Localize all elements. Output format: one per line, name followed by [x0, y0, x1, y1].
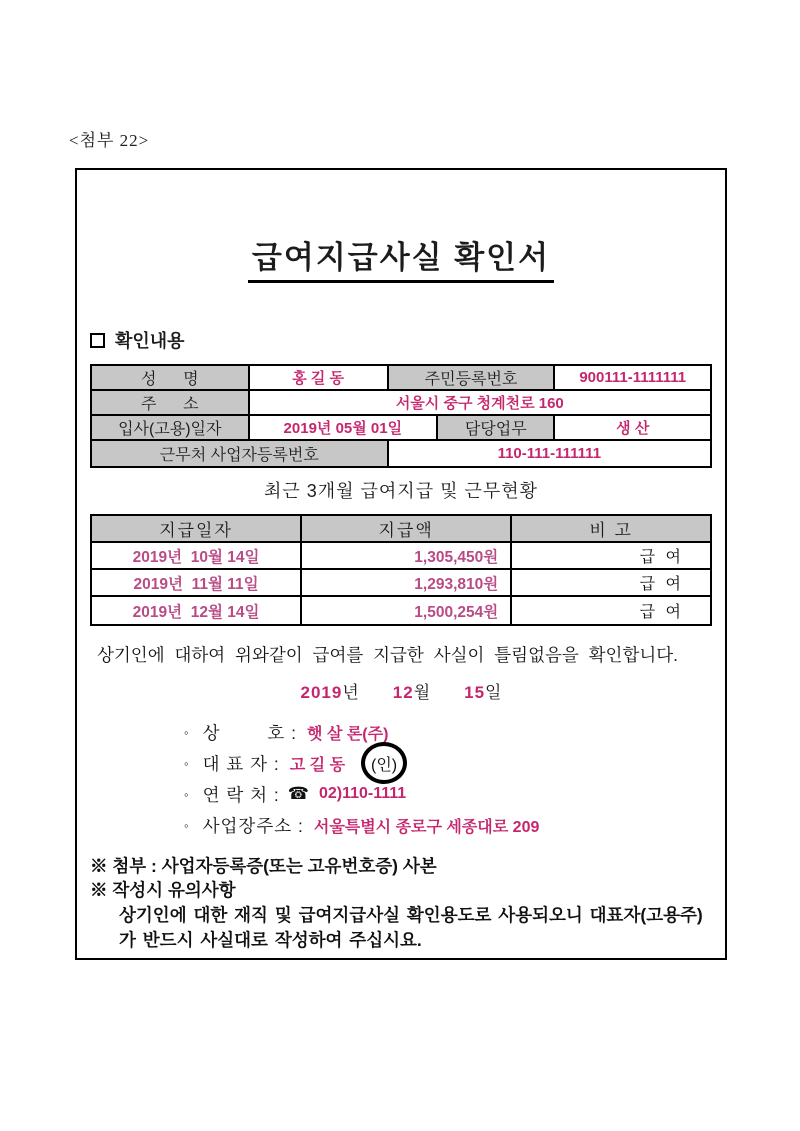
payment-amount: 1,500,254원	[302, 597, 512, 624]
date-day-unit: 일	[485, 682, 502, 702]
contact-value: 02)110-1111	[318, 785, 407, 802]
table-row	[92, 416, 710, 441]
payment-amount: 1,293,810원	[302, 570, 512, 595]
biz-reg-value-cell: 110-111-111111	[497, 445, 602, 462]
company-line	[184, 717, 712, 748]
company-label: 상 호 :	[202, 722, 298, 743]
attachment-note: ※ 첨부 : 사업자등록증(또는 고유번호증) 사본	[90, 855, 437, 876]
bullet-icon: ◦	[184, 724, 189, 740]
business-address-value: 서울특별시 종로구 세종대로 209	[313, 818, 540, 836]
address-value-cell: 서울시 중구 청계천로 160	[395, 395, 564, 412]
attachment-label: <첨부 22>	[69, 131, 150, 150]
payment-note: 급 여	[639, 576, 684, 593]
confirmation-paragraph: 상기인에 대하여 위와같이 급여를 지급한 사실이 틀림없음을 확인합니다.	[97, 645, 679, 665]
payment-row	[92, 570, 710, 597]
biz-reg-label-cell: 근무처 사업자등록번호	[92, 441, 389, 466]
footer-notes	[90, 854, 712, 953]
payment-header-date: 지급일자	[92, 516, 302, 541]
bullet-icon: ◦	[184, 817, 189, 833]
seal-stamp-circle: (인)	[361, 742, 407, 784]
duty-value-cell: 생 산	[616, 420, 650, 437]
payment-table	[90, 514, 712, 626]
representative-line	[184, 748, 712, 779]
payment-header-amount: 지급액	[302, 516, 512, 541]
payment-row	[92, 543, 710, 570]
date-month: 12	[392, 682, 414, 702]
document-title: 급여지급사실 확인서	[248, 232, 554, 283]
representative-label: 대 표 자 :	[202, 753, 280, 774]
payment-note: 급 여	[639, 549, 684, 566]
payment-note: 급 여	[639, 604, 684, 621]
business-address-label: 사업장주소 :	[202, 815, 304, 836]
section-header	[90, 327, 712, 353]
contact-label: 연 락 처 :	[202, 784, 280, 805]
table-row	[92, 366, 710, 391]
contact-line	[184, 779, 712, 810]
payment-header-note: 비 고	[512, 516, 710, 541]
hire-date-label-cell: 입사(고용)일자	[92, 416, 250, 439]
name-value-cell: 홍 길 동	[250, 366, 389, 389]
rrn-label-cell: 주민등록번호	[389, 366, 556, 389]
payment-date: 2019년 12월 14일	[92, 597, 302, 624]
table-row	[92, 391, 710, 416]
date-year-unit: 년	[342, 682, 359, 702]
bullet-icon: ◦	[184, 786, 189, 802]
date-day: 15	[464, 682, 486, 702]
document-border-box	[75, 168, 727, 960]
caution-body: 상기인에 대한 재직 및 급여지급사실 확인용도로 사용되오니 대표자(고용주)가 반드시 사실대로 작성하여 주십시요.	[119, 905, 703, 951]
telephone-icon: ☎	[287, 784, 309, 803]
rrn-value-cell: 900111-1111111	[579, 369, 687, 386]
company-value: 햇 살 론(주)	[307, 725, 389, 743]
name-label-cell: 성 명	[92, 366, 250, 389]
duty-label-cell: 담당업무	[438, 416, 555, 439]
table-row	[92, 441, 710, 466]
caution-title: ※ 작성시 유의사항	[90, 880, 236, 901]
checkbox-icon	[90, 333, 105, 348]
bullet-icon: ◦	[184, 755, 189, 771]
payment-date: 2019년 11월 11일	[92, 570, 302, 595]
address-label-cell: 주 소	[92, 391, 250, 414]
signature-block	[90, 717, 712, 841]
payment-date: 2019년 10월 14일	[92, 543, 302, 568]
document-title-wrap	[90, 232, 712, 283]
payment-table-caption: 최근 3개월 급여지급 및 근무현황	[263, 481, 539, 501]
date-month-unit: 월	[413, 682, 431, 702]
confirmation-date	[90, 678, 712, 703]
date-year: 2019	[300, 682, 343, 702]
employee-info-table	[90, 364, 712, 468]
payment-amount: 1,305,450원	[302, 543, 512, 568]
section-header-label: 확인내용	[115, 331, 185, 351]
hire-date-value-cell: 2019년 05월 01일	[250, 416, 438, 439]
payment-row	[92, 597, 710, 624]
payment-header-row	[92, 516, 710, 543]
business-address-line	[184, 810, 712, 841]
representative-value: 고 길 동	[289, 756, 346, 774]
